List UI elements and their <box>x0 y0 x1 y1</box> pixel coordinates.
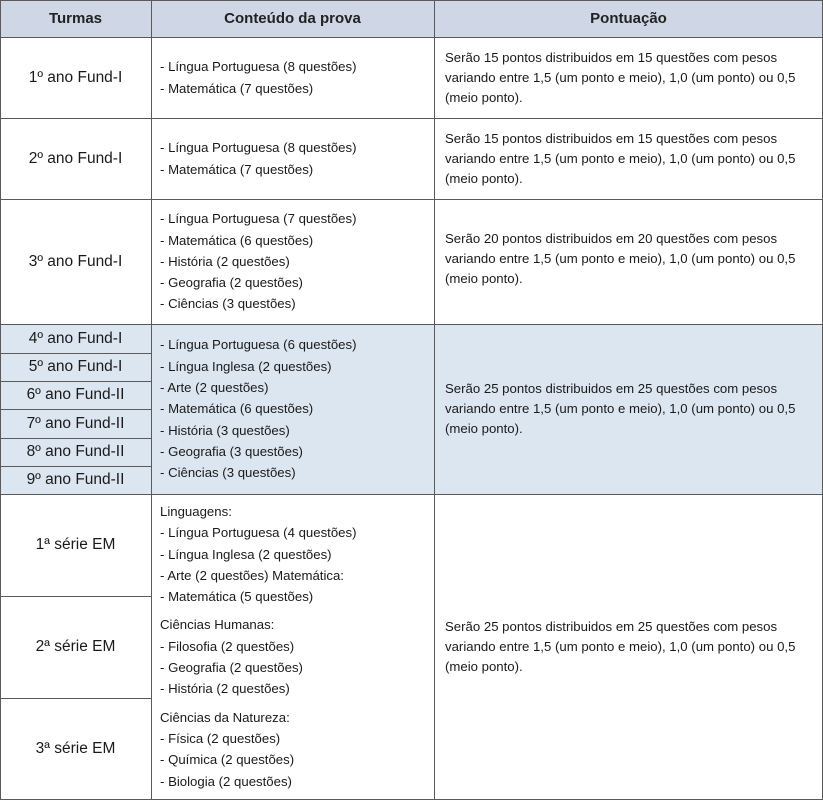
group-ciencias-natureza <box>160 707 434 792</box>
pontuacao-text: Serão 15 pontos distribuidos em 15 questões com pesos variando entre 1,5 (um ponto e meio), 1,0 (um ponto) ou 0,5 (meio ponto). <box>445 130 796 186</box>
pontuacao-cell <box>434 324 823 494</box>
pontuacao-cell <box>434 118 823 199</box>
conteudo-cell <box>151 37 434 118</box>
list-item: - Matemática (5 questões) <box>160 586 434 607</box>
turma-cell: 5º ano Fund-I <box>0 353 151 381</box>
pontuacao-cell <box>434 494 823 800</box>
conteudo-cell <box>151 199 434 324</box>
pontuacao-cell <box>434 37 823 118</box>
list-item: - Biologia (2 questões) <box>160 771 434 792</box>
list-item: - Geografia (2 questões) <box>160 657 434 678</box>
table-border <box>0 494 823 495</box>
table-border <box>0 353 151 354</box>
group-ciencias-humanas <box>160 614 434 699</box>
pontuacao-cell <box>434 199 823 324</box>
list-item: - Ciências (3 questões) <box>160 293 434 314</box>
turma-cell: 2º ano Fund-I <box>28 149 123 167</box>
table-border <box>0 324 823 325</box>
turma-cell: 3º ano Fund-I <box>28 252 123 270</box>
list-item: - Geografia (3 questões) <box>160 441 434 462</box>
list-item: - Arte (2 questões) <box>160 377 434 398</box>
group-title: Ciências Humanas: <box>160 617 275 633</box>
turma-cell: 3ª série EM <box>35 740 116 757</box>
list-item: - Língua Portuguesa (8 questões) <box>160 137 434 158</box>
pontuacao-text: Serão 25 pontos distribuidos em 25 questões com pesos variando entre 1,5 (um ponto e meio), 1,0 (um ponto) ou 0,5 (meio ponto). <box>445 619 796 674</box>
header-pontuacao: Pontuação <box>434 0 823 37</box>
table-border <box>434 0 435 800</box>
pontuacao-text: Serão 25 pontos distribuidos em 25 questões com pesos variando entre 1,5 (um ponto e meio), 1,0 (um ponto) ou 0,5 (meio ponto). <box>445 381 796 436</box>
list-item: - Matemática (7 questões) <box>160 78 434 99</box>
turma-cell: 6º ano Fund-II <box>0 381 151 409</box>
table-border <box>0 0 1 800</box>
table-border <box>0 381 151 382</box>
list-item: - Matemática (6 questões) <box>160 230 434 251</box>
turma-cell: 1º ano Fund-I <box>28 68 123 86</box>
list-item: - Língua Portuguesa (6 questões) <box>160 334 434 355</box>
turma-cell: 7º ano Fund-II <box>0 409 151 438</box>
table-border <box>0 199 823 200</box>
turma-cell: 8º ano Fund-II <box>0 438 151 466</box>
table-border <box>0 466 151 467</box>
list-item: - História (2 questões) <box>160 251 434 272</box>
group-title: Linguagens: <box>160 504 232 519</box>
table-border <box>0 438 151 439</box>
table-border <box>0 0 823 1</box>
list-item: - Matemática (7 questões) <box>160 159 434 180</box>
conteudo-cell <box>151 118 434 199</box>
list-item: - Língua Portuguesa (7 questões) <box>160 208 434 229</box>
list-item: - Física (2 questões) <box>160 728 434 749</box>
list-item: - Língua Inglesa (2 questões) <box>160 356 434 377</box>
conteudo-cell <box>151 324 434 494</box>
table-border <box>0 409 151 410</box>
table-border <box>151 0 152 800</box>
conteudo-cell <box>151 494 434 800</box>
list-item: - Ciências (3 questões) <box>160 462 434 483</box>
header-conteudo: Conteúdo da prova <box>151 0 434 37</box>
list-item: - Geografia (2 questões) <box>160 272 434 293</box>
pontuacao-text: Serão 20 pontos distribuidos em 20 questões com pesos variando entre 1,5 (um ponto e meio), 1,0 (um ponto) ou 0,5 (meio ponto). <box>445 231 796 286</box>
list-item: - Filosofia (2 questões) <box>160 636 434 657</box>
list-item: - Língua Portuguesa (8 questões) <box>160 56 434 77</box>
turma-cell: 2ª série EM <box>35 638 116 655</box>
turma-cell: 4º ano Fund-I <box>0 324 151 353</box>
table-border <box>0 698 151 699</box>
table-border <box>0 596 151 597</box>
list-item: - Língua Inglesa (2 questões) <box>160 544 434 565</box>
list-item: - História (3 questões) <box>160 420 434 441</box>
table-border <box>0 118 823 119</box>
list-item: - Língua Portuguesa (4 questões) <box>160 522 434 543</box>
table-border <box>0 799 823 800</box>
group-title: Ciências da Natureza: <box>160 709 290 725</box>
list-item: - História (2 questões) <box>160 678 434 699</box>
header-turmas: Turmas <box>0 0 151 37</box>
turma-cell: 9º ano Fund-II <box>0 466 151 494</box>
list-item: - Química (2 questões) <box>160 749 434 770</box>
list-item: - Arte (2 questões) Matemática: <box>160 565 434 586</box>
pontuacao-text: Serão 15 pontos distribuidos em 15 questões com pesos variando entre 1,5 (um ponto e meio), 1,0 (um ponto) ou 0,5 (meio ponto). <box>445 49 796 105</box>
table-border <box>0 37 823 38</box>
group-linguagens <box>160 501 434 607</box>
list-item: - Matemática (6 questões) <box>160 398 434 419</box>
turma-cell: 1ª série EM <box>35 536 116 553</box>
